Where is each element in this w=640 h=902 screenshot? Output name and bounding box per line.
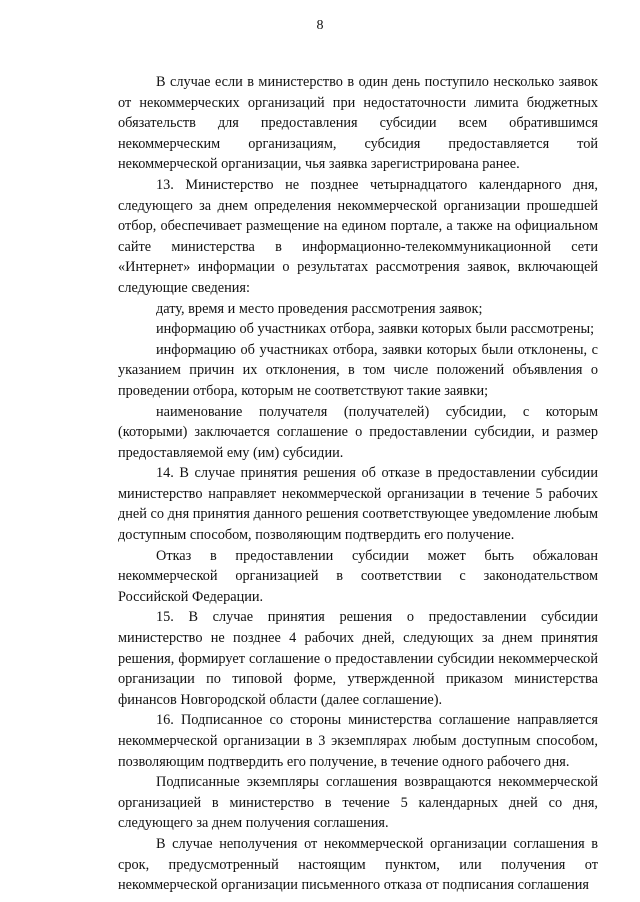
document-body [118,72,598,896]
list-item-recipient: наименование получателя (получателей) субсидии, с которым (которыми) заключается соглашение о предоставлении субсидии, и размер предоставляемой ему (им) субсидии. [118,403,598,461]
paragraph-appeal: Отказ в предоставлении субсидии может быть обжалован некоммерческой организацией в соответствии с законодательством Российской Федерации. [118,547,598,605]
paragraph-signed-copies: Подписанные экземпляры соглашения возвращаются некоммерческой организацией в министерство в течение 5 календарных дней со дня, следующего за днем получения соглашения. [118,774,598,832]
paragraph-16: 16. Подписанное со стороны министерства соглашение направляется некоммерческой организации в 3 экземплярах любым доступным способом, позволяющим подтвердить его получение, в течение одного рабочего дня. [118,712,598,770]
page-number: 8 [316,18,324,33]
paragraph-13: 13. Министерство не позднее четырнадцатого календарного дня, следующего за днем определения некоммерческой организации прошедшей отбор, обеспечивает размещение на едином портале, а также на официальном сайте министерства в информационно-телекоммуникационной сети «Интернет» информации о результатах рассмотрения заявок, включающей следующие сведения: [118,176,598,296]
list-item-considered: информацию об участниках отбора, заявки которых были рассмотрены; [156,321,595,338]
paragraph-priority-rule: В случае если в министерство в один день поступило несколько заявок от некоммерческих организаций при недостаточности лимита бюджетных обязательств для предоставления субсидии всем обратившимся некоммерческим организациям, субсидия предоставляется той некоммерческой организации, чья заявка зарегистрирована ранее. [118,74,598,173]
paragraph-15: 15. В случае принятия решения о предоставлении субсидии министерство не позднее 4 рабочих дней, следующих за днем принятия решения, формирует соглашение о предоставлении субсидии некоммерческой организации по типовой форме, утвержденной приказом министерства финансов Новгородской области (далее соглашение). [118,609,598,708]
list-item-rejected: информацию об участниках отбора, заявки которых были отклонены, с указанием причин их отклонения, в том числе положений объявления о проведении отбора, которым не соответствуют такие заявки; [118,341,598,399]
paragraph-non-receipt: В случае неполучения от некоммерческой организации соглашения в срок, предусмотренный настоящим пунктом, или получения от некоммерческой организации письменного отказа от подписания соглашения [118,835,598,894]
list-item-date-time: дату, время и место проведения рассмотрения заявок; [156,300,483,317]
paragraph-14: 14. В случае принятия решения об отказе в предоставлении субсидии министерство направляет некоммерческой организации в течение 5 рабочих дней со дня принятия данного решения соответствующее уведомление любым доступным способом, позволяющим подтвердить его получение. [118,465,598,544]
